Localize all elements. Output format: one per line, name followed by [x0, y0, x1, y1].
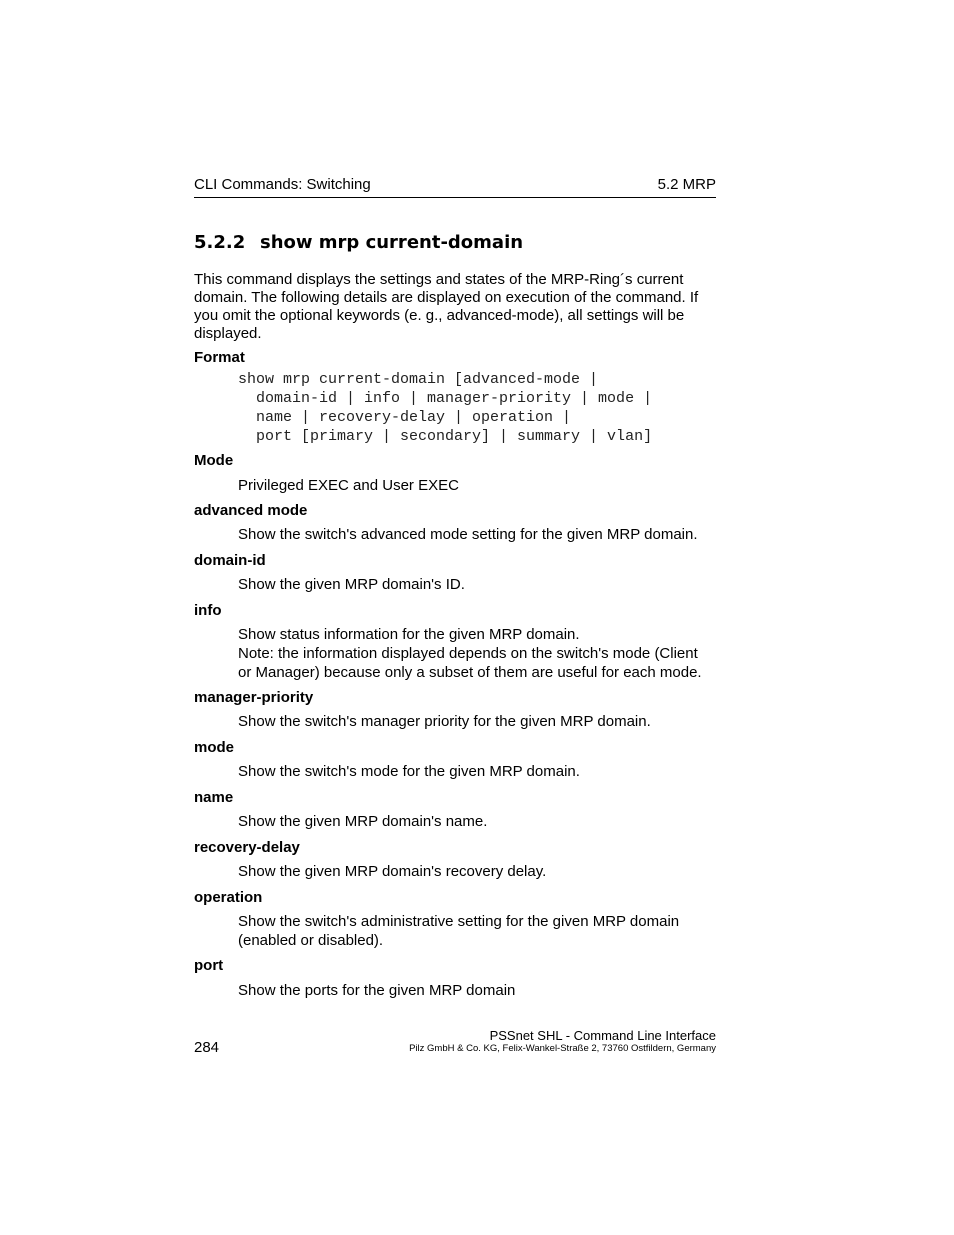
code-line: port [primary | secondary] | summary | vlan]: [238, 428, 653, 445]
section-title: show mrp current-domain: [260, 232, 524, 253]
param-label-advanced-mode: advanced mode: [194, 502, 308, 519]
param-desc-info: [238, 625, 718, 682]
footer-address: Pilz GmbH & Co. KG, Felix-Wankel-Straße 2, 73760 Ostfildern, Germany: [409, 1043, 716, 1054]
param-label-operation: operation: [194, 889, 263, 906]
param-desc-domain-id: [238, 575, 718, 594]
desc-line: Show status information for the given MRP domain.: [238, 626, 580, 643]
desc-line: Show the switch's administrative setting for the given MRP domain: [238, 913, 680, 930]
code-line: name | recovery-delay | operation |: [238, 409, 572, 426]
param-label-name: name: [194, 789, 234, 806]
format-code: [238, 370, 652, 446]
desc-line: Show the switch's manager priority for the given MRP domain.: [238, 713, 651, 730]
desc-line: Show the switch's mode for the given MRP domain.: [238, 763, 580, 780]
param-desc-port: [238, 981, 718, 1000]
param-label-port: port: [194, 957, 224, 974]
param-desc-advanced-mode: [238, 525, 718, 544]
param-label-info: info: [194, 602, 222, 619]
param-label-domain-id: domain-id: [194, 552, 266, 569]
param-desc-manager-priority: [238, 712, 718, 731]
param-desc-mode: [238, 762, 718, 781]
param-desc-operation: [238, 912, 718, 950]
desc-line: Show the ports for the given MRP domain: [238, 982, 516, 999]
page-header: [194, 176, 716, 198]
param-label-mode: mode: [194, 739, 235, 756]
section-heading: [194, 232, 523, 253]
page-number: 284: [194, 1039, 220, 1056]
desc-line: or Manager) because only a subset of them are useful for each mode.: [238, 664, 702, 681]
mode-text: Privileged EXEC and User EXEC: [238, 477, 459, 494]
code-line: domain-id | info | manager-priority | mode |: [238, 390, 653, 407]
footer-title: PSSnet SHL - Command Line Interface: [489, 1028, 716, 1043]
format-label: Format: [194, 349, 245, 366]
param-label-recovery-delay: recovery-delay: [194, 839, 300, 856]
desc-line: Show the switch's advanced mode setting for the given MRP domain.: [238, 526, 698, 543]
mode-label: Mode: [194, 452, 234, 469]
code-line: show mrp current-domain [advanced-mode |: [238, 371, 599, 388]
param-desc-recovery-delay: [238, 862, 718, 881]
desc-line: Show the given MRP domain's recovery delay.: [238, 863, 547, 880]
desc-line: Note: the information displayed depends on the switch's mode (Client: [238, 645, 698, 662]
header-chapter: CLI Commands: Switching: [194, 176, 371, 193]
param-label-manager-priority: manager-priority: [194, 689, 314, 706]
intro-paragraph: This command displays the settings and states of the MRP-Ring´s current domain. The following details are displayed on execution of the command. If you omit the optional keywords (e. g., advanced-mode), all settings will be displayed.: [194, 271, 699, 342]
param-desc-name: [238, 812, 718, 831]
section-number: 5.2.2: [194, 232, 246, 253]
header-section: 5.2 MRP: [657, 176, 716, 193]
desc-line: Show the given MRP domain's ID.: [238, 576, 465, 593]
desc-line: Show the given MRP domain's name.: [238, 813, 488, 830]
desc-line: (enabled or disabled).: [238, 932, 384, 949]
